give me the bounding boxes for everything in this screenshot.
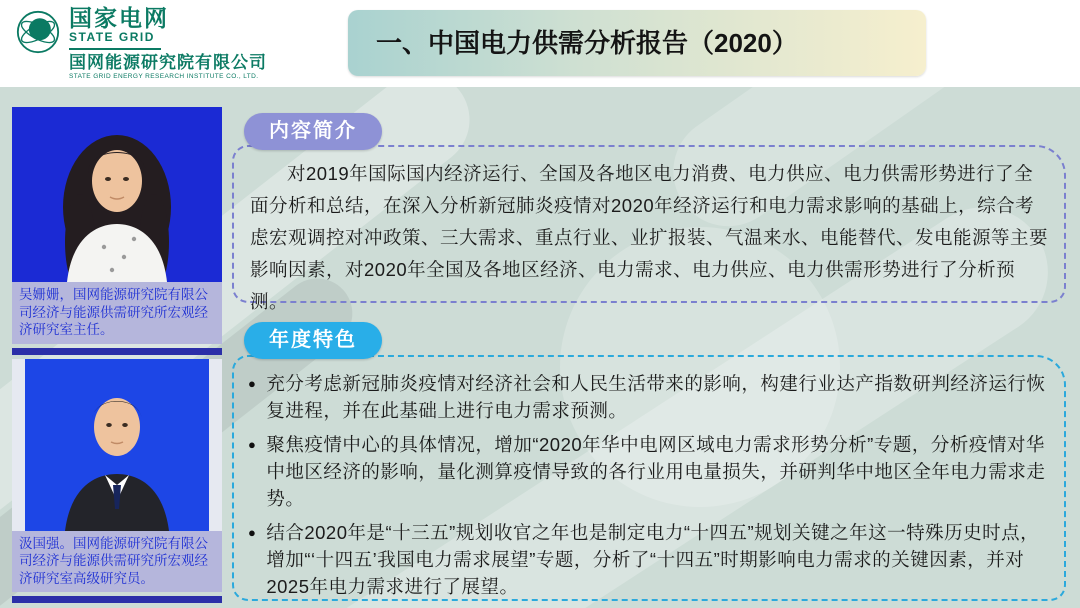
features-panel	[232, 355, 1066, 601]
author-caption-1: 吴姗姗，国网能源研究院有限公司经济与能源供需研究所宏观经济研究室主任。	[12, 282, 222, 344]
state-grid-logo	[16, 6, 267, 81]
author-card-2	[12, 359, 222, 593]
list-item	[248, 519, 1052, 600]
state-grid-globe-icon	[16, 10, 60, 54]
section-label-intro: 内容简介	[244, 113, 382, 150]
author-card-1	[12, 107, 222, 344]
logo-text	[69, 6, 267, 81]
logo-brand-cn: 国家电网	[69, 5, 169, 31]
logo-org-en: STATE GRID ENERGY RESEARCH INSTITUTE CO., LTD.	[69, 73, 259, 80]
feature-text-3: 结合2020年是“十三五”规划收官之年也是制定电力“十四五”规划关键之年这一特殊历史时点，增加“‘十四五’我国电力需求展望”专题，分析了“十四五”时期影响电力需求的关键因素，并对2025年电力需求进行了展望。	[266, 522, 1040, 597]
section-label-features: 年度特色	[244, 322, 382, 359]
photo-frame	[12, 359, 222, 531]
divider-bar	[12, 596, 222, 603]
features-list	[234, 357, 1064, 608]
feature-text-1: 充分考虑新冠肺炎疫情对经济社会和人民生活带来的影响，构建行业达产指数研判经济运行恢复进程，并在此基础上进行电力需求预测。	[266, 373, 1046, 421]
bullet-icon: ●	[248, 437, 257, 452]
photo-person-1	[12, 107, 222, 282]
list-item	[248, 431, 1052, 512]
logo-divider	[69, 48, 161, 50]
slide-title: 一、中国电力供需分析报告（2020）	[348, 10, 926, 76]
intro-paragraph: 对2019年国际国内经济运行、全国及各地区电力消费、电力供应、电力供需形势进行了全面分析和总结，在深入分析新冠肺炎疫情对2020年经济运行和电力需求影响的基础上，综合考虑宏观调控对冲政策、三大需求、重点行业、业扩报装、气温来水、电能替代、发电能源等主要影响因素，对2020年全国及各地区经济、电力需求、电力供应、电力供需形势进行了分析预测。	[250, 163, 1049, 312]
bullet-icon: ●	[248, 525, 257, 540]
authors-sidebar	[12, 107, 222, 607]
logo-org-cn: 国网能源研究院有限公司	[69, 53, 267, 72]
author-caption-2: 汲国强。国网能源研究院有限公司经济与能源供需研究所宏观经济研究室高级研究员。	[12, 531, 222, 593]
bullet-icon: ●	[248, 376, 257, 391]
slide-body	[0, 87, 1080, 608]
list-item	[248, 370, 1052, 424]
intro-panel	[232, 145, 1066, 312]
logo-brand-en: STATE GRID	[69, 30, 155, 44]
divider-bar	[12, 348, 222, 355]
photo-person-2	[25, 359, 209, 531]
header	[0, 0, 1080, 87]
feature-text-2: 聚焦疫情中心的具体情况，增加“2020年华中电网区域电力需求形势分析”专题，分析疫情对华中地区经济的影响，量化测算疫情导致的各行业用电量损失，并研判华中地区全年电力需求走势。	[266, 434, 1046, 509]
